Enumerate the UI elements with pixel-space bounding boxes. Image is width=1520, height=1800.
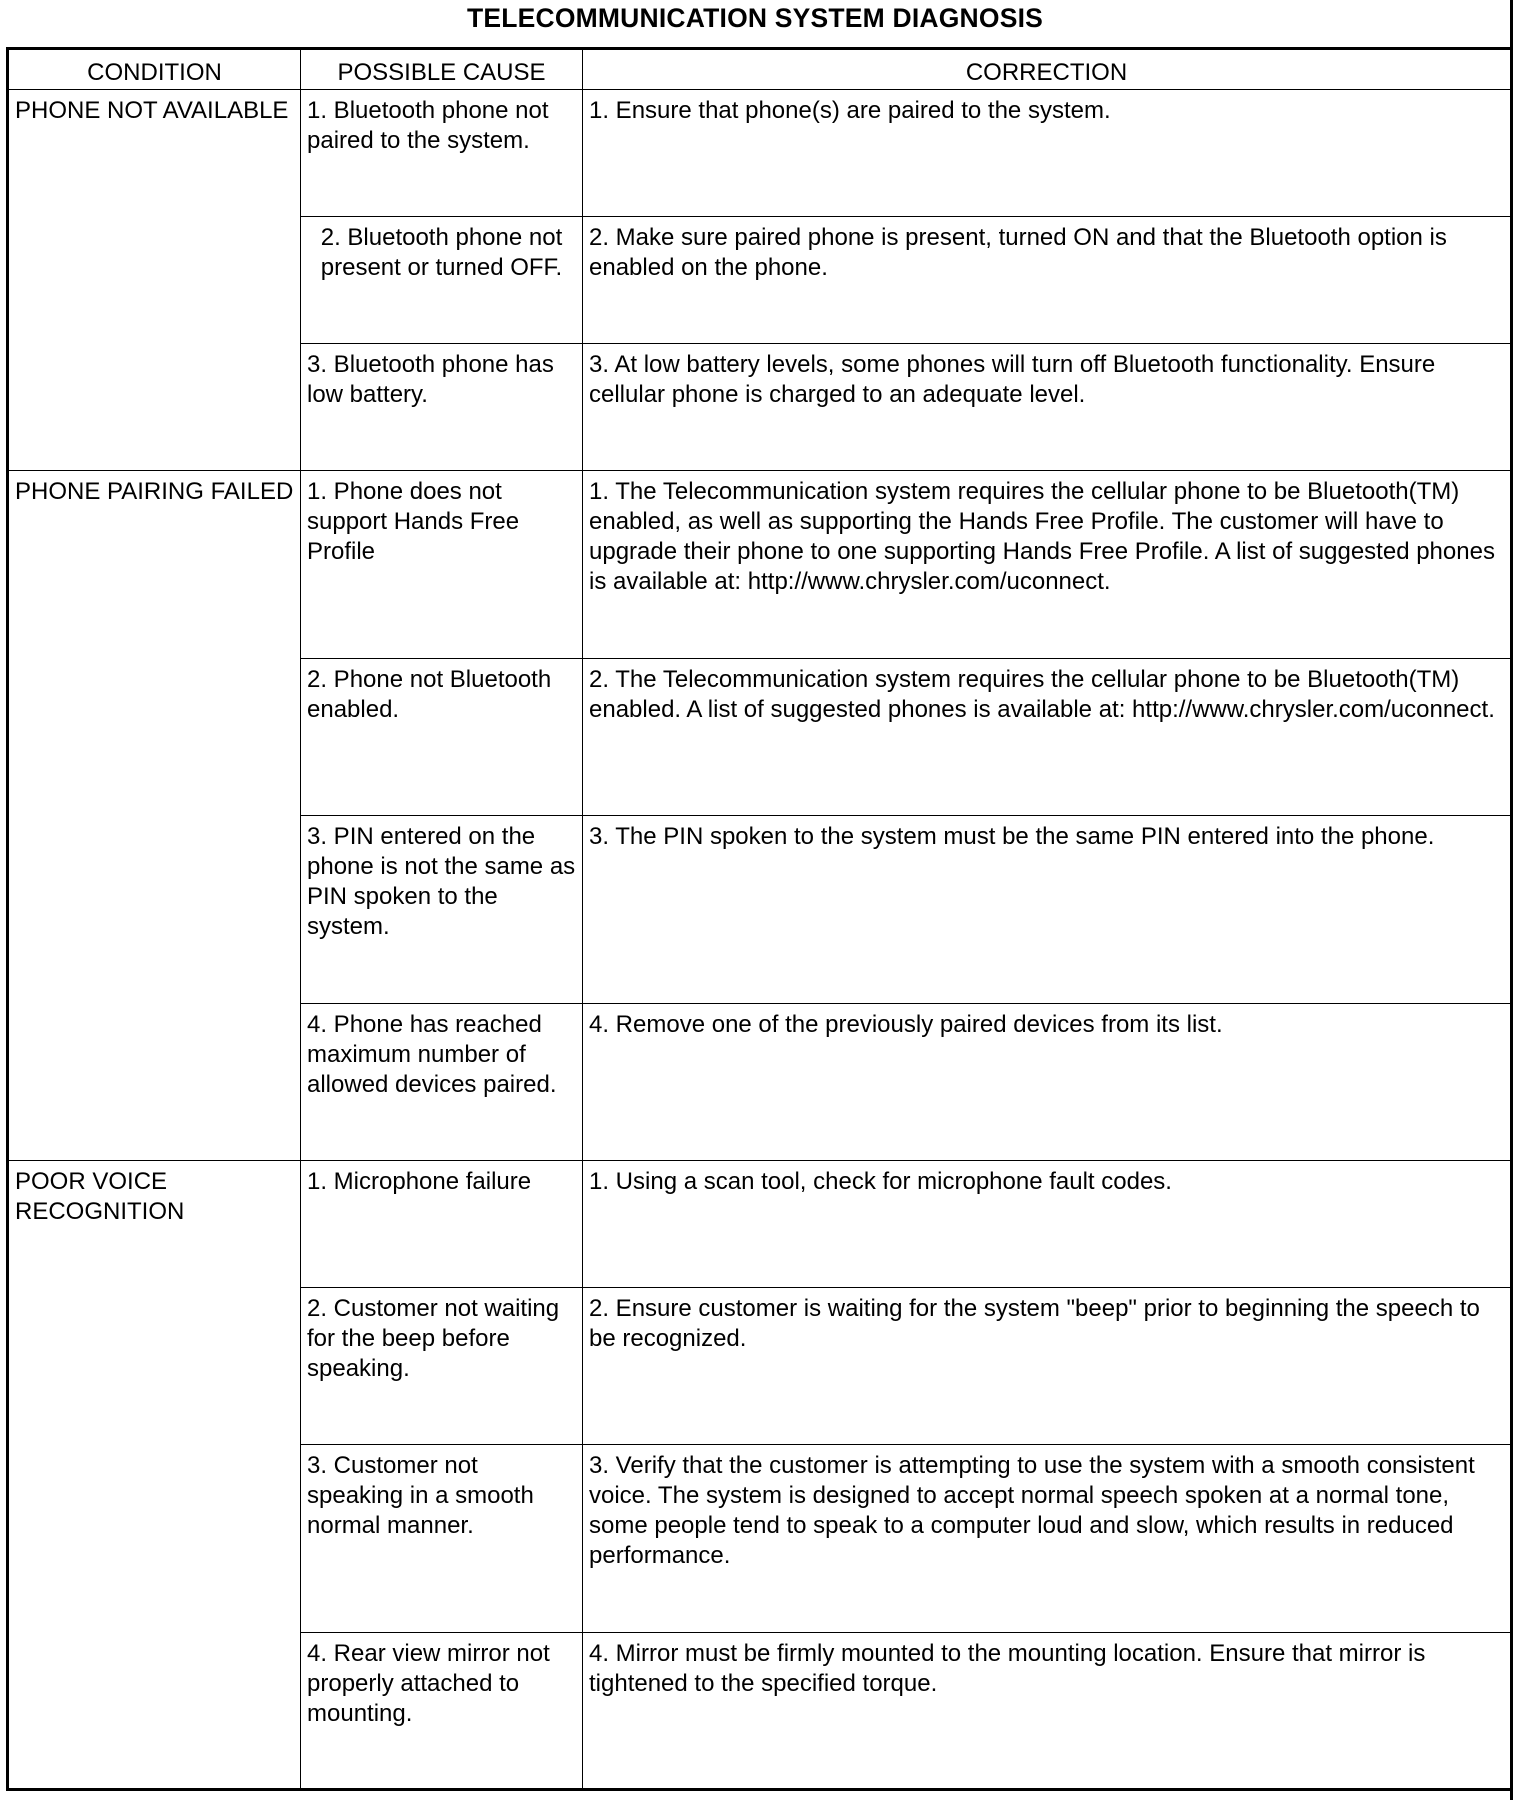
table-row: [8, 1161, 1512, 1288]
correction-cell: 3. At low battery levels, some phones will turn off Bluetooth functionality. Ensure cellular phone is charged to an adequate level.: [583, 344, 1512, 471]
correction-cell: 2. Ensure customer is waiting for the system "beep" prior to beginning the speech to be recognized.: [583, 1288, 1512, 1445]
header-possible-cause: POSSIBLE CAUSE: [301, 49, 583, 90]
correction-cell: 3. The PIN spoken to the system must be the same PIN entered into the phone.: [583, 816, 1512, 1004]
correction-cell: 3. Verify that the customer is attempting to use the system with a smooth consistent voice. The system is designed to accept normal speech spoken at a normal tone, some people tend to speak to a computer loud and slow, which results in reduced performance.: [583, 1445, 1512, 1633]
cause-cell: 2. Bluetooth phone not present or turned OFF.: [301, 217, 583, 344]
header-correction: CORRECTION: [583, 49, 1512, 90]
cause-cell: 2. Phone not Bluetooth enabled.: [301, 659, 583, 816]
cause-cell: 1. Bluetooth phone not paired to the system.: [301, 90, 583, 217]
condition-poor-voice-recognition: POOR VOICE RECOGNITION: [8, 1161, 301, 1790]
correction-cell: 4. Mirror must be firmly mounted to the mounting location. Ensure that mirror is tightened to the specified torque.: [583, 1633, 1512, 1790]
condition-phone-not-available: PHONE NOT AVAILABLE: [8, 90, 301, 471]
correction-cell: 1. The Telecommunication system requires the cellular phone to be Bluetooth(TM) enabled, as well as supporting the Hands Free Profile. The customer will have to upgrade their phone to one supporting Hands Free Profile. A list of suggested phones is available at: http://www.chrysler.com/uconnect.: [583, 471, 1512, 659]
cause-cell: 3. PIN entered on the phone is not the same as PIN spoken to the system.: [301, 816, 583, 1004]
cause-cell: 1. Phone does not support Hands Free Profile: [301, 471, 583, 659]
diagnosis-table: [6, 47, 1513, 1791]
cause-cell: 3. Bluetooth phone has low battery.: [301, 344, 583, 471]
correction-cell: 1. Using a scan tool, check for microphone fault codes.: [583, 1161, 1512, 1288]
condition-phone-pairing-failed: PHONE PAIRING FAILED: [8, 471, 301, 1161]
cause-cell: 1. Microphone failure: [301, 1161, 583, 1288]
page-title: TELECOMMUNICATION SYSTEM DIAGNOSIS: [466, 3, 1044, 33]
correction-cell: 1. Ensure that phone(s) are paired to the system.: [583, 90, 1512, 217]
correction-cell: 2. Make sure paired phone is present, turned ON and that the Bluetooth option is enabled on the phone.: [583, 217, 1512, 344]
cause-cell: 4. Rear view mirror not properly attached to mounting.: [301, 1633, 583, 1790]
cause-cell: 2. Customer not waiting for the beep before speaking.: [301, 1288, 583, 1445]
cause-cell: 3. Customer not speaking in a smooth normal manner.: [301, 1445, 583, 1633]
table-row: [8, 471, 1512, 659]
cause-cell: 4. Phone has reached maximum number of allowed devices paired.: [301, 1004, 583, 1161]
table-row: [8, 90, 1512, 217]
table-header-row: [8, 49, 1512, 90]
correction-cell: 4. Remove one of the previously paired devices from its list.: [583, 1004, 1512, 1161]
correction-cell: 2. The Telecommunication system requires the cellular phone to be Bluetooth(TM) enabled. A list of suggested phones is available at: http://www.chrysler.com/uconnect.: [583, 659, 1512, 816]
header-condition: CONDITION: [8, 49, 301, 90]
